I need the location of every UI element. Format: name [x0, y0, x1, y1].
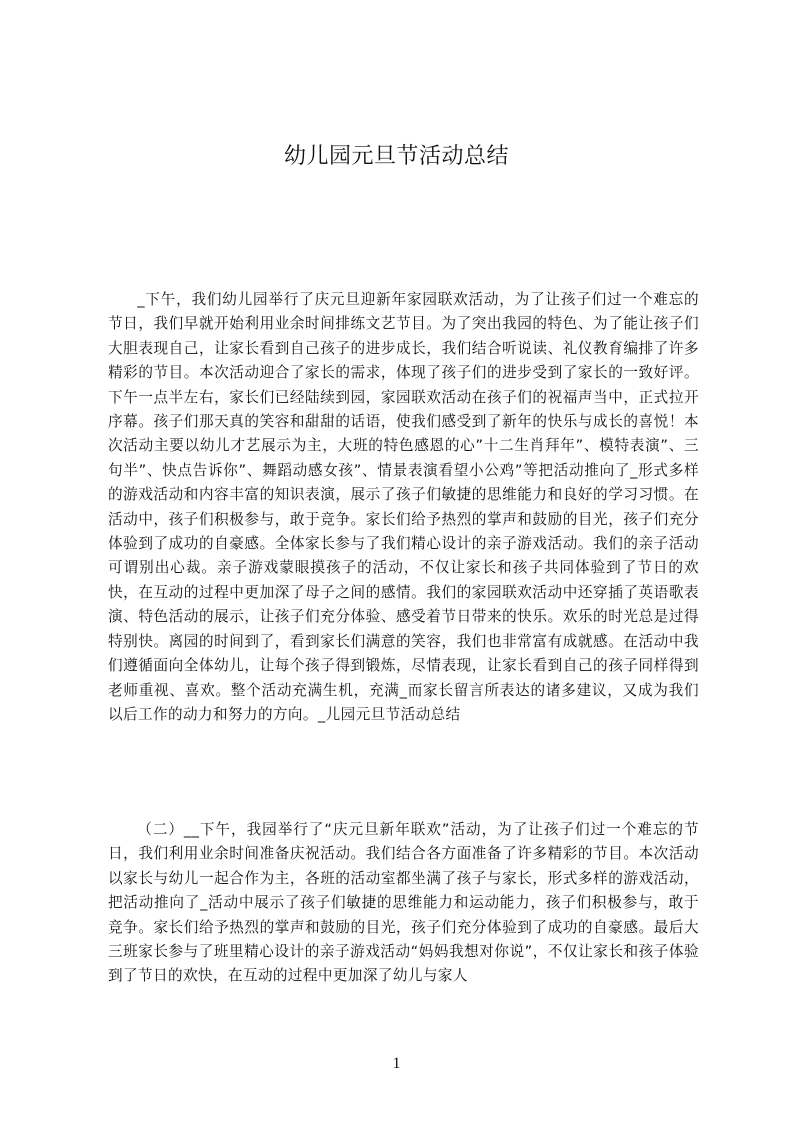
page-number: 1: [392, 1055, 401, 1072]
paragraph-1: _下午，我们幼儿园举行了庆元旦迎新年家园联欢活动，为了让孩子们过一个难忘的节日，我们早就开始利用业余时间排练文艺节目。为了突出我园的特色、为了能让孩子们大胆表现自己，让家长看到自己孩子的进步成长，我们结合听说读、礼仪教育编排了许多精彩的节目。本次活动迎合了家长的需求，体现了孩子们的进步受到了家长的一致好评。下午一点半左右，家长们已经陆续到园，家园联欢活动在孩子们的祝福声当中，正式拉开序幕。孩子们那天真的笑容和甜甜的话语，使我们感受到了新年的快乐与成长的喜悦！本次活动主要以幼儿才艺展示为主，大班的特色感恩的心”十二生肖拜年”、模特表演”、三句半”、快点告诉你”、舞蹈动感女孩”、情景表演看望小公鸡”等把活动推向了_形式多样的游戏活动和内容丰富的知识表演，展示了孩子们敏捷的思维能力和良好的学习习惯。在活动中，孩子们积极参与，敢于竞争。家长们给予热烈的掌声和鼓励的目光，孩子们充分体验到了成功的自豪感。全体家长参与了我们精心设计的亲子游戏活动。我们的亲子活动可谓别出心裁。亲子游戏蒙眼摸孩子的活动，不仅让家长和孩子共同体验到了节日的欢快，在互动的过程中更加深了母子之间的感情。我们的家园联欢活动中还穿插了英语歌表演、特色活动的展示，让孩子们充分体验、感受着节日带来的快乐。欢乐的时光总是过得特别快。离园的时间到了，看到家长们满意的笑容，我们也非常富有成就感。在活动中我们遵循面向全体幼儿，让每个孩子得到锻炼，尽情表现，让家长看到自己的孩子同样得到老师重视、喜欢。整个活动充满生机，充满_而家长留言所表达的诸多建议，又成为我们以后工作的动力和努力的方向。_儿园元旦节活动总结: [108, 291, 699, 723]
page-title: 幼儿园元旦节活动总结: [283, 144, 509, 169]
paragraph-2: （二）__下午，我园举行了“庆元旦新年联欢”活动，为了让孩子们过一个难忘的节日，我们利用业余时间准备庆祝活动。我们结合各方面准备了许多精彩的节目。本次活动以家长与幼儿一起合作为主，各班的活动室都坐满了孩子与家长，形式多样的游戏活动，把活动推向了_活动中展示了孩子们敏捷的思维能力和运动能力，孩子们积极参与，敢于竞争。家长们给予热烈的掌声和鼓励的目光，孩子们充分体验到了成功的自豪感。最后大三班家长参与了班里精心设计的亲子游戏活动“妈妈我想对你说”，不仅让家长和孩子体验到了节日的欢快，在互动的过程中更加深了幼儿与家人: [108, 821, 699, 985]
